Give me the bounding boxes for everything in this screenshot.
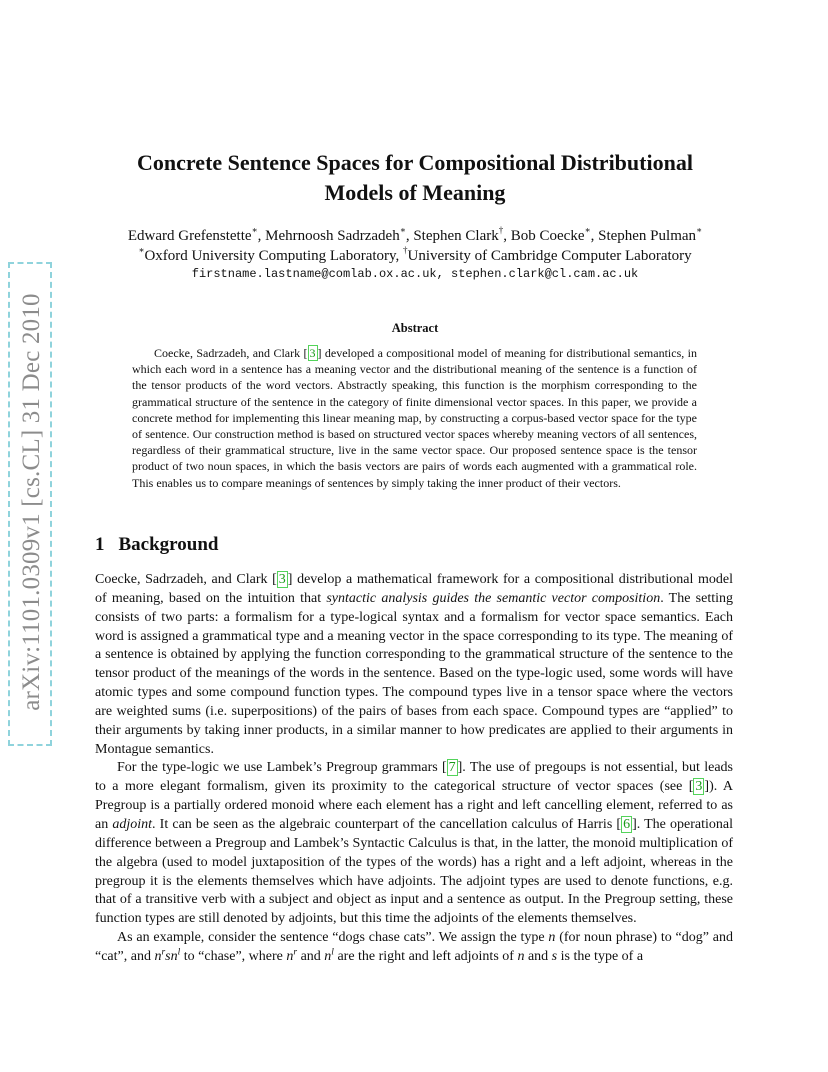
math-symbol: n xyxy=(154,948,162,964)
citation-link[interactable]: 3 xyxy=(695,779,703,795)
paragraph-1: Coecke, Sadrzadeh, and Clark [ 3 ] develop a mathematical framework for a compositional distributional model of meaning, based on the intuition that syntactic analysis guides the semantic vector composition. The setting consists of two parts: a formalism for a type-logical syntax and a formalism for vector space semantics. Each word is assigned a grammatical type and a meaning vector in the space corresponding to its type. The meaning of a sentence is obtained by applying the function corresponding to the grammatical structure of the sentence to the tensor product of the meanings of the words in the sentence. Based on the type-logic used, some words will have atomic types and some compound function types. The compound types live in a tensor space where the vectors are weighted sums (i.e. superpositions) of the pairs of bases from each space. Compound types are “applied” to their arguments by taking inner products, in a similar manner to how predicates are applied to their arguments in Montague semantics. xyxy=(95,572,733,757)
citation-link[interactable]: 3 xyxy=(309,346,316,360)
paragraph-3: As an example, consider the sentence “dogs chase cats”. We assign the type n (for noun phrase) to “dog” and “cat”, and $n^rsn^l$ to “chase”, where $n^r$ and $n^l$ are the right and left adjoints of n and s is the type of a xyxy=(95,930,733,964)
citation-link[interactable]: 7 xyxy=(448,760,456,776)
section-heading xyxy=(95,534,218,556)
abstract-heading: Abstract xyxy=(391,321,439,335)
body-text xyxy=(95,571,733,967)
author-block xyxy=(95,226,735,266)
citation-link[interactable]: 3 xyxy=(278,572,286,587)
affiliation-cambridge: University of Cambridge Computer Laboratory xyxy=(407,248,692,264)
author-list: Edward Grefenstette∗, Mehrnoosh Sadrzadeh∗, Stephen Clark†, Bob Coecke∗, Stephen Pulman∗ xyxy=(127,225,703,244)
affiliations: ∗Oxford University Computing Laboratory, †University of Cambridge Computer Laboratory xyxy=(138,245,692,264)
math-symbol: s xyxy=(165,948,171,964)
arxiv-identifier: arXiv:1101.0309v1 [cs.CL] 31 Dec 2010 xyxy=(18,293,45,711)
author-emails: firstname.lastname@comlab.ox.ac.uk, stephen.clark@cl.cam.ac.uk xyxy=(191,267,639,281)
citation-link[interactable]: 6 xyxy=(623,816,631,832)
title-line-1: Concrete Sentence Spaces for Compositional Distributional xyxy=(137,150,693,175)
math-symbol: n xyxy=(324,948,332,964)
paper-title xyxy=(95,148,735,208)
title-line-2: Models of Meaning xyxy=(324,180,506,205)
author-1: Edward Grefenstette xyxy=(127,228,252,244)
section-title: Background xyxy=(118,534,219,555)
author-4: Bob Coecke xyxy=(510,228,585,244)
abstract-text: Coecke, Sadrzadeh, and Clark [ 3 ] developed a compositional model of meaning for distributional semantics, in which each word in a sentence has a meaning vector and the distributional meaning of the sentence is a function of the tensor products of the word vectors. Abstractly speaking, this function is the morphism corresponding to the grammatical structure of the sentence in the category of finite dimensional vector spaces. In this paper, we provide a concrete method for implementing this linear meaning map, by constructing a corpus-based vector space for the type of sentence. Our construction method is based on structured vector spaces whereby meaning vectors of all sentences, regardless of their grammatical structure, live in the same vector space. Our proposed sentence space is the tensor product of two noun spaces, in which the basis vectors are pairs of words each augmented with a grammatical role. This enables us to compare meanings of sentences by simply taking the inner product of their vectors. xyxy=(132,346,697,490)
math-symbol: n xyxy=(517,948,525,964)
arxiv-sidebar xyxy=(8,262,52,746)
author-2: Mehrnoosh Sadrzadeh xyxy=(265,228,400,244)
math-symbol: s xyxy=(551,948,558,964)
math-symbol: n xyxy=(548,930,556,946)
affiliation-oxford: Oxford University Computing Laboratory, xyxy=(144,248,404,264)
math-symbol: n xyxy=(170,948,178,964)
author-3: Stephen Clark xyxy=(413,228,499,244)
paragraph-2: For the type-logic we use Lambek’s Pregroup grammars [ 7 ]. The use of pregoups is not essential, but leads to a more elegant formalism, given its proximity to the categorical structure of vector spaces (see [ 3 ]). A Pregroup is a partially ordered monoid where each element has a right and left cancelling element, referred to as an adjoint. It can be seen as the algebraic counterpart of the cancellation calculus of Harris [ 6 ]. The operational difference between a Pregroup and Lambek’s Syntactic Calculus is that, in the latter, the monoid multiplication of the algebra (used to model juxtaposition of the types of the words) has a right and a left adjoint, whereas in the pregroup it is the elements themselves which have adjoints. The adjoint types are used to denote functions, e.g. that of a transitive verb with a subject and object as input and a sentence as output. In the Pregroup setting, these function types are still denoted by adjoints, but this time the adjoints of the elements themselves. xyxy=(95,760,734,927)
math-symbol: n xyxy=(286,948,294,964)
author-5: Stephen Pulman xyxy=(598,228,697,244)
section-number: 1 xyxy=(95,534,105,555)
